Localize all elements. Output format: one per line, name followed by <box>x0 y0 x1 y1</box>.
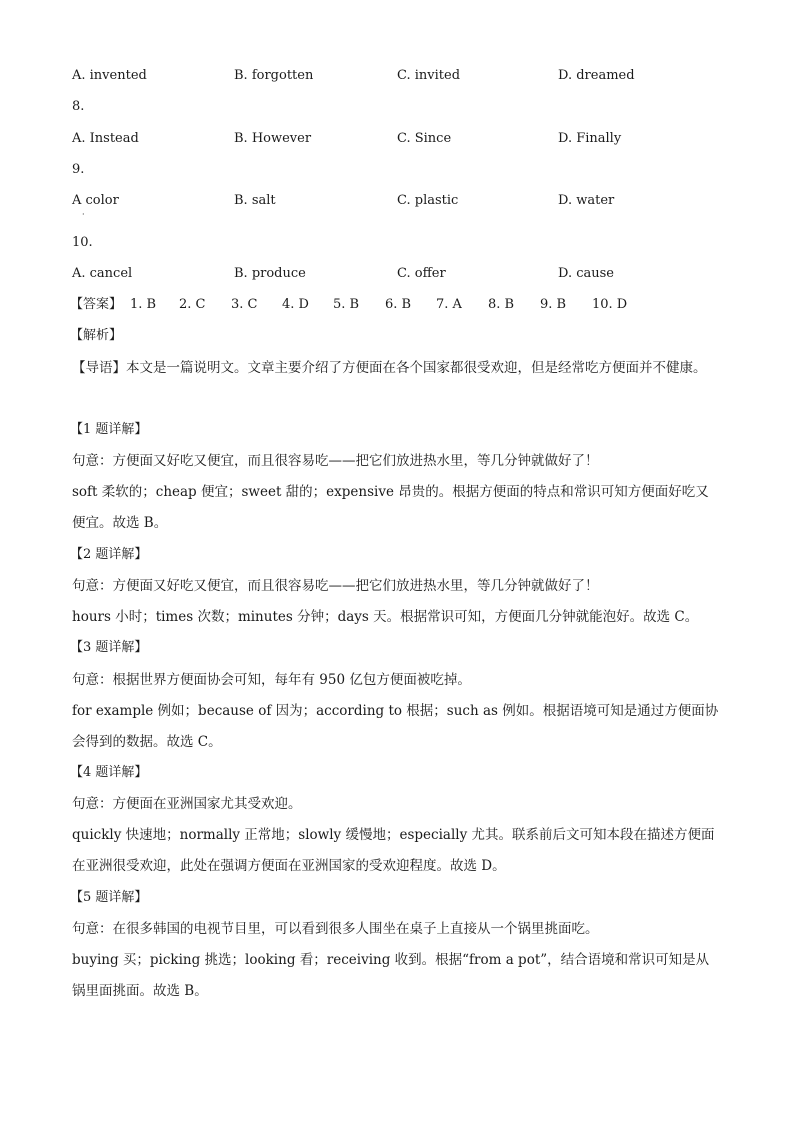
detail-explanation-2: hours 小时；times 次数；minutes 分钟；days 天。根据常识可知，方便面几分钟就能泡好。故选 C。 <box>72 609 699 625</box>
q8-number: 8. <box>72 99 85 114</box>
analysis-label: 【解析】 <box>70 328 123 343</box>
answer-item: 4. D <box>282 297 309 312</box>
answer-item: 6. B <box>385 297 412 312</box>
answer-key <box>72 295 722 315</box>
q8-option-c: C. Since <box>397 131 452 146</box>
q9-option-b: B. salt <box>234 193 276 208</box>
detail-meaning-3: 句意：根据世界方便面协会可知，每年有 950 亿包方便面被吃掉。 <box>72 672 471 688</box>
q10-option-b: B. produce <box>234 266 306 281</box>
detail-meaning-2: 句意：方便面又好吃又便宜，而且很容易吃——把它们放进热水里，等几分钟就做好了！ <box>72 578 599 594</box>
detail-meaning-5: 句意：在很多韩国的电视节目里，可以看到很多人围坐在桌子上直接从一个锅里挑面吃。 <box>72 921 599 937</box>
answer-item: 1. B <box>130 297 157 312</box>
q10-number: 10. <box>72 235 93 250</box>
answer-item: 8. B <box>488 297 515 312</box>
answer-item: 10. D <box>592 297 628 312</box>
answer-item: 3. C <box>231 297 258 312</box>
detail-heading-4: 【4 题详解】 <box>70 765 148 780</box>
q7-option-a: A. invented <box>72 68 147 83</box>
q7-option-b: B. forgotten <box>234 68 314 83</box>
stray-dot: · <box>82 210 85 219</box>
q8-option-b: B. However <box>234 131 312 146</box>
answer-label: 【答案】 <box>70 297 123 312</box>
q10-options <box>72 264 722 284</box>
q8-options <box>72 129 722 149</box>
detail-explanation-5: buying 买；picking 挑选；looking 看；receiving 收到。根据“from a pot”，结合语境和常识可知是从锅里面挑面。故选 B。 <box>72 952 710 999</box>
q7-option-c: C. invited <box>397 68 461 83</box>
detail-meaning-4: 句意：方便面在亚洲国家尤其受欢迎。 <box>72 796 302 812</box>
answer-item: 9. B <box>540 297 567 312</box>
q10-option-d: D. cause <box>558 266 614 281</box>
detail-heading-3: 【3 题详解】 <box>70 640 148 655</box>
q9-option-c: C. plastic <box>397 193 459 208</box>
q8-option-a: A. Instead <box>72 131 139 146</box>
detail-heading-5: 【5 题详解】 <box>70 890 148 905</box>
detail-heading-1: 【1 题详解】 <box>70 422 148 437</box>
answer-item: 2. C <box>179 297 206 312</box>
q7-options <box>72 66 722 86</box>
detail-meaning-1: 句意：方便面又好吃又便宜，而且很容易吃——把它们放进热水里，等几分钟就做好了！ <box>72 453 599 469</box>
detail-explanation-4: quickly 快速地；normally 正常地；slowly 缓慢地；especially 尤其。联系前后文可知本段在描述方便面在亚洲很受欢迎，此处在强调方便面在亚洲国家的受欢迎程度。故选 D。 <box>72 827 715 874</box>
detail-explanation-1: soft 柔软的；cheap 便宜；sweet 甜的；expensive 昂贵的。根据方便面的特点和常识可知方便面好吃又便宜。故选 B。 <box>72 484 709 531</box>
intro-paragraph: 【导语】本文是一篇说明文。文章主要介绍了方便面在各个国家都很受欢迎，但是经常吃方便面并不健康。 <box>72 360 707 376</box>
answer-item: 7. A <box>436 297 462 312</box>
q9-option-d: D. water <box>558 193 615 208</box>
detail-explanation-3: for example 例如；because of 因为；according to 根据；such as 例如。根据语境可知是通过方便面协会得到的数据。故选 C。 <box>72 703 719 750</box>
detail-heading-2: 【2 题详解】 <box>70 547 148 562</box>
q9-number: 9. <box>72 162 85 177</box>
q7-option-d: D. dreamed <box>558 68 635 83</box>
q8-option-d: D. Finally <box>558 131 622 146</box>
q9-option-a: A color <box>72 193 119 208</box>
q9-options <box>72 191 722 219</box>
q10-option-a: A. cancel <box>72 266 133 281</box>
answer-item: 5. B <box>333 297 360 312</box>
q10-option-c: C. offer <box>397 266 446 281</box>
